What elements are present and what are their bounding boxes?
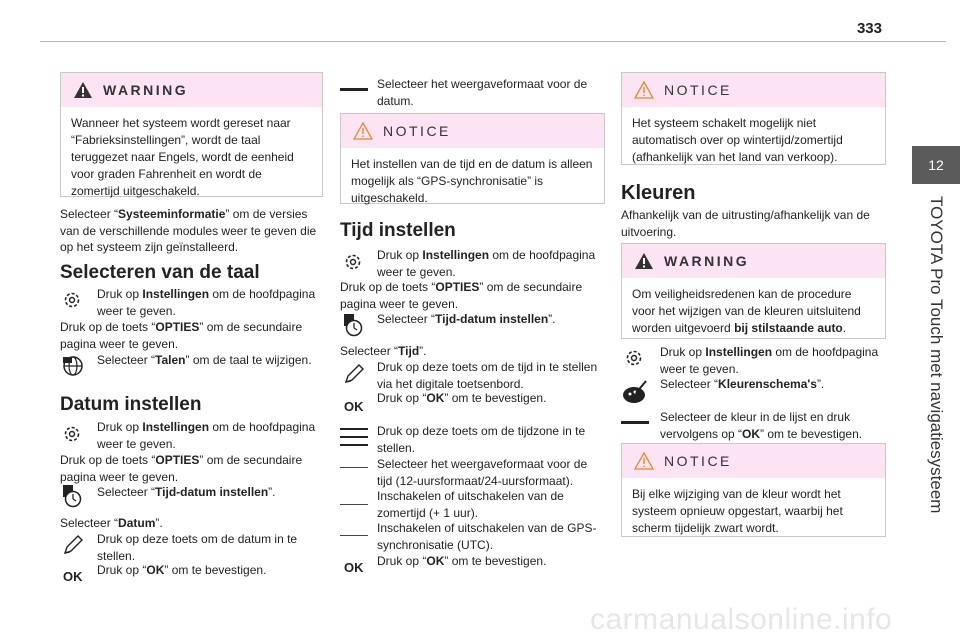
warning-header bbox=[61, 73, 322, 107]
clock-calendar-icon bbox=[343, 313, 363, 337]
tijd-step-7: Druk op deze toets om de tijdzone in te stellen. bbox=[377, 424, 586, 455]
chapter-number: 12 bbox=[928, 157, 944, 173]
taal-step-1: Druk op Instellingen om de hoofdpagina weer te geven. bbox=[97, 287, 316, 318]
datum-step-2: Druk op de toets “OPTIES” om de secundaire pagina weer te geven. bbox=[60, 453, 303, 484]
notice-title: NOTICE bbox=[664, 82, 732, 98]
language-icon bbox=[62, 355, 84, 377]
notice-box-zomertijd bbox=[621, 72, 886, 165]
settings-gear-icon bbox=[62, 424, 82, 444]
taal-step-2: Druk op de toets “OPTIES” om de secundaire pagina weer te geven. bbox=[60, 320, 303, 351]
notice-text: Het systeem schakelt mogelijk niet automatisch over op wintertijd/zomertijd (afhankelijk van het land van verkoop). bbox=[632, 116, 843, 164]
notice-box-gps bbox=[340, 113, 605, 204]
notice-header bbox=[341, 114, 604, 148]
toggle-line-icon bbox=[340, 533, 368, 539]
heading-kleuren: Kleuren bbox=[621, 182, 696, 204]
chapter-side bbox=[912, 196, 960, 526]
tijd-step-10: Inschakelen of uitschakelen van de GPS-synchronisatie (UTC). bbox=[377, 521, 597, 552]
notice-title: NOTICE bbox=[664, 453, 732, 469]
heading-taal: Selecteren van de taal bbox=[60, 262, 260, 283]
datum-step-4: Selecteer “Datum”. bbox=[60, 516, 163, 530]
notice-box-kleur bbox=[621, 443, 886, 537]
tijd-step-9: Inschakelen of uitschakelen van de zomertijd (+ 1 uur). bbox=[377, 489, 564, 520]
notice-text: Het instellen van de tijd en de datum is alleen mogelijk als “GPS-synchronisatie” is uitgeschakeld. bbox=[351, 157, 593, 205]
settings-gear-icon bbox=[62, 290, 82, 310]
toggle-line-icon bbox=[340, 502, 368, 508]
kleuren-step-1: Druk op Instellingen om de hoofdpagina weer te geven. bbox=[660, 345, 879, 376]
settings-gear-icon bbox=[343, 252, 363, 272]
tijd-step-5: Druk op deze toets om de tijd in te stellen via het digitale toetsenbord. bbox=[377, 360, 598, 391]
page-number: 333 bbox=[856, 20, 882, 37]
tijd-step-11: Druk op “OK” om te bevestigen. bbox=[377, 554, 547, 568]
select-bar-icon bbox=[621, 419, 649, 427]
tijd-step-3: Selecteer “Tijd-datum instellen”. bbox=[377, 312, 556, 326]
datum-step-1: Druk op Instellingen om de hoofdpagina weer te geven. bbox=[97, 420, 316, 451]
notice-title: NOTICE bbox=[383, 123, 451, 139]
warning-icon bbox=[73, 81, 93, 99]
palette-icon bbox=[622, 380, 648, 404]
warning-text: Wanneer het systeem wordt gereset naar “Fabrieksinstellingen”, wordt de taal teruggezet naar Engels, wordt de eenheid voor graden Fahrenheit en wordt de zomertijd uitgeschakeld. bbox=[71, 116, 294, 198]
systeeminformatie-paragraph: Selecteer “Systeeminformatie” om de versies van de verschillende modules weer te geven die op het systeem zijn geïnstalleerd. bbox=[60, 207, 317, 254]
notice-icon bbox=[353, 122, 373, 140]
chapter-tab bbox=[912, 146, 960, 184]
pencil-icon bbox=[343, 363, 365, 385]
menu-list-icon bbox=[340, 426, 368, 448]
kleuren-intro: Afhankelijk van de uitrusting/afhankelijk van de uitvoering. bbox=[621, 208, 870, 239]
notice-icon bbox=[634, 452, 654, 470]
kleuren-step-2: Selecteer “Kleurenschema's”. bbox=[660, 377, 825, 391]
watermark: carmanualsonline.info bbox=[590, 603, 893, 636]
chapter-title: TOYOTA Pro Touch met navigatiesysteem bbox=[927, 196, 946, 514]
tijd-step-2: Druk op de toets “OPTIES” om de secundaire pagina weer te geven. bbox=[340, 280, 583, 311]
notice-text: Bij elke wijziging van de kleur wordt het systeem opnieuw opgestart, waarbij het scherm tijdelijk zwart wordt. bbox=[632, 487, 843, 535]
settings-gear-icon bbox=[624, 348, 644, 368]
datum-weergaveformaat: Selecteer het weergaveformaat voor de datum. bbox=[377, 77, 588, 108]
pencil-icon bbox=[62, 534, 84, 556]
clock-calendar-icon bbox=[62, 484, 82, 508]
ok-icon: OK bbox=[344, 399, 364, 414]
warning-box-kleuren bbox=[621, 243, 886, 339]
notice-header bbox=[622, 73, 885, 107]
format-line-icon bbox=[340, 465, 368, 471]
warning-text: Om veiligheidsredenen kan de procedure voor het wijzigen van de kleuren uitsluitend worden uitgevoerd bij stilstaande auto. bbox=[632, 287, 861, 335]
heading-tijd: Tijd instellen bbox=[340, 220, 456, 241]
tijd-step-6: Druk op “OK” om te bevestigen. bbox=[377, 391, 547, 405]
warning-box-reset bbox=[60, 72, 323, 197]
kleuren-step-3: Selecteer de kleur in de lijst en druk vervolgens op “OK” om te bevestigen. bbox=[660, 410, 863, 441]
heading-datum: Datum instellen bbox=[60, 394, 202, 415]
warning-title: WARNING bbox=[103, 82, 189, 98]
notice-icon bbox=[634, 81, 654, 99]
datum-step-3: Selecteer “Tijd-datum instellen”. bbox=[97, 485, 276, 499]
warning-icon bbox=[634, 252, 654, 270]
datum-step-5: Druk op deze toets om de datum in te stellen. bbox=[97, 532, 298, 563]
tijd-step-8: Selecteer het weergaveformaat voor de tijd (12-uursformaat/24-uursformaat). bbox=[377, 457, 588, 488]
header-divider bbox=[40, 41, 946, 42]
format-bar-icon bbox=[340, 86, 368, 94]
datum-step-6: Druk op “OK” om te bevestigen. bbox=[97, 563, 267, 577]
warning-title: WARNING bbox=[664, 253, 750, 269]
tijd-step-4: Selecteer “Tijd”. bbox=[340, 344, 427, 358]
notice-header bbox=[622, 444, 885, 478]
ok-icon: OK bbox=[344, 560, 364, 575]
ok-icon: OK bbox=[63, 569, 83, 584]
taal-step-3: Selecteer “Talen” om de taal te wijzigen. bbox=[97, 353, 312, 367]
warning-header bbox=[622, 244, 885, 278]
tijd-step-1: Druk op Instellingen om de hoofdpagina weer te geven. bbox=[377, 248, 596, 279]
